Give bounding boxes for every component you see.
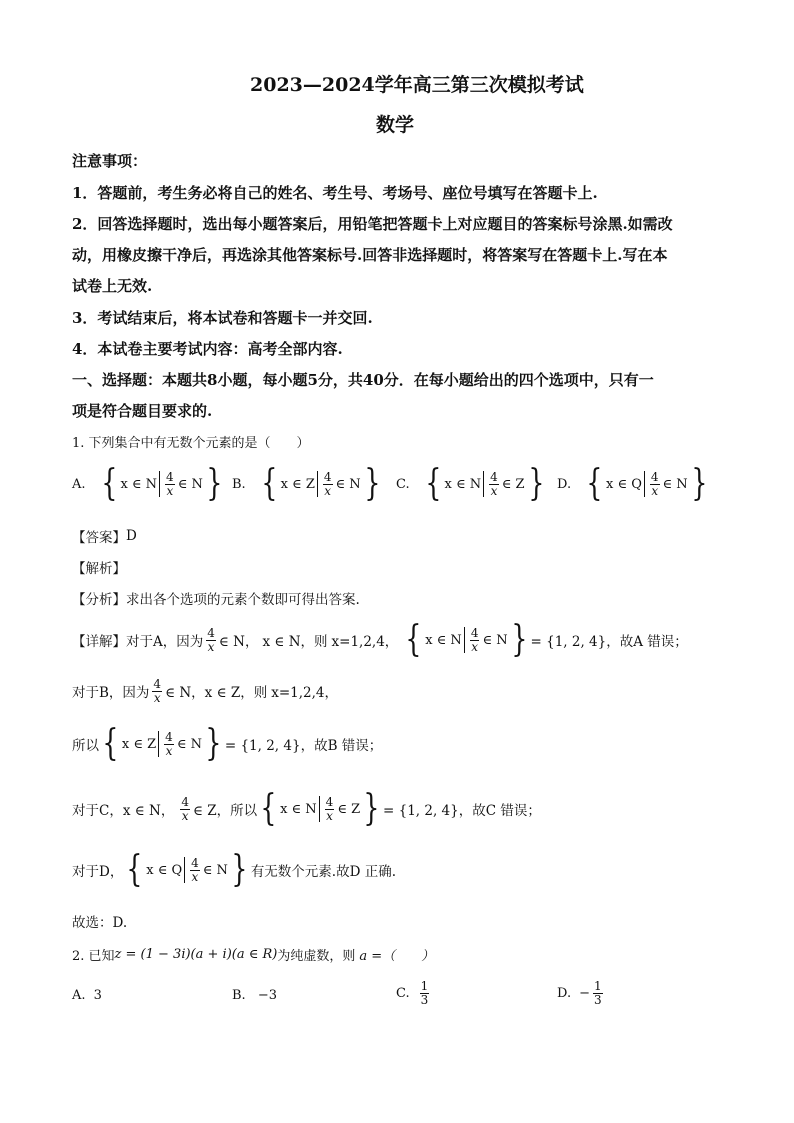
detail-c-result: = {1, 2, 4}，故C 错误； bbox=[383, 803, 541, 819]
question-1-stem: 1. 下列集合中有无数个元素的是（ ） bbox=[72, 436, 310, 451]
set-expression: { x ∈ Z $\frac{4}{x}$ ∈ N } bbox=[261, 463, 381, 504]
option-value: 3 bbox=[93, 988, 102, 1003]
section-heading-line-1: 一、选择题：本题共8小题，每小题5分，共40分．在每小题给出的四个选项中，只有一 bbox=[72, 371, 654, 389]
option-label: B. bbox=[232, 988, 246, 1003]
fraction: $\frac{1}{3}$ bbox=[594, 979, 602, 1007]
set-expression: { x ∈ N $\frac{4}{x}$ ∈ N } bbox=[100, 463, 223, 504]
subject-title: 数学 bbox=[376, 114, 415, 136]
q2-option-d bbox=[557, 980, 606, 1006]
detail-b2-line bbox=[72, 723, 383, 764]
q1-option-c bbox=[396, 463, 547, 504]
set-condition: ∈ N bbox=[177, 476, 203, 492]
note-item-3: 3．考试结束后，将本试卷和答题卡一并交回. bbox=[72, 309, 373, 327]
detail-a-text: 对于A，因为 bbox=[126, 634, 204, 650]
analysis-tag: 【解析】 bbox=[72, 561, 126, 577]
q2-option-b bbox=[232, 988, 277, 1003]
set-expression: { x ∈ N $\frac{4}{x}$ ∈ Z } bbox=[260, 788, 380, 829]
detail-c-text: 对于C，x ∈ N， bbox=[72, 803, 175, 819]
detail-a-result: = {1, 2, 4}，故A 错误； bbox=[530, 634, 688, 650]
detail-a-text-2: x ∈ N，则 bbox=[262, 634, 328, 650]
note-item-2-line-3: 试卷上无效. bbox=[72, 277, 153, 295]
note-item-2-line-1: 2．回答选择题时，选出每小题答案后，用铅笔把答题卡上对应题目的答案标号涂黑.如需改 bbox=[72, 215, 673, 233]
question-2-stem bbox=[72, 945, 434, 964]
exam-title: 2023—2024学年高三第三次模拟考试 bbox=[250, 74, 584, 96]
note-item-4: 4．本试卷主要考试内容：高考全部内容. bbox=[72, 340, 343, 358]
set-expression: { x ∈ N $\frac{4}{x}$ ∈ Z } bbox=[425, 463, 545, 504]
fraction: $\frac{4}{x}$ bbox=[166, 469, 174, 498]
detail-b-values: x=1,2,4， bbox=[271, 685, 339, 702]
answer-value: D bbox=[126, 528, 137, 544]
fraction: $\frac{4}{x}$ bbox=[650, 469, 659, 498]
q2-stem-post: 为纯虚数，则 bbox=[277, 949, 356, 964]
set-condition: ∈ N bbox=[335, 476, 361, 492]
detail-tag: 【详解】 bbox=[72, 634, 126, 650]
section-heading-line-2: 项是符合题目要求的. bbox=[72, 402, 213, 420]
fraction: $\frac{4}{x}$ bbox=[490, 469, 498, 498]
notes-heading: 注意事项： bbox=[72, 152, 148, 170]
q2-option-c bbox=[396, 980, 432, 1006]
detail-d-result: 有无数个元素.故D 正确. bbox=[250, 864, 397, 880]
fenxi-text: 求出各个选项的元素个数即可得出答案. bbox=[126, 592, 360, 608]
option-label: B. bbox=[232, 476, 246, 492]
set-condition: ∈ N bbox=[662, 476, 688, 492]
set-element: x ∈ N bbox=[444, 476, 482, 492]
conclusion: 故选：D. bbox=[72, 915, 128, 931]
fraction: $\frac{4}{x}$ bbox=[181, 794, 189, 823]
detail-b-text: 对于B，因为 bbox=[72, 685, 150, 702]
fenxi-tag: 【分析】 bbox=[72, 592, 126, 608]
set-expression: { x ∈ Q $\frac{4}{x}$ ∈ N } bbox=[586, 463, 708, 504]
q2-variable: a =（ ） bbox=[359, 949, 435, 964]
answer-tag: 【答案】 bbox=[72, 530, 126, 546]
q1-option-a bbox=[72, 463, 226, 504]
option-label: D. bbox=[557, 985, 572, 1001]
q2-option-a bbox=[72, 988, 102, 1003]
option-label: A. bbox=[72, 988, 86, 1003]
detail-d-line bbox=[72, 849, 397, 890]
detail-a-relation: ∈ N， bbox=[218, 634, 259, 650]
detail-c-relation: ∈ Z，所以 bbox=[192, 803, 258, 819]
detail-b2-text: 所以 bbox=[72, 738, 99, 754]
set-expression: { x ∈ Z $\frac{4}{x}$ ∈ N } bbox=[102, 723, 222, 764]
set-element: x ∈ Q bbox=[606, 476, 642, 492]
answer-line bbox=[72, 526, 137, 546]
set-element: x ∈ N bbox=[120, 476, 158, 492]
fenxi-line bbox=[72, 588, 360, 608]
fraction: $\frac{1}{3}$ bbox=[420, 979, 429, 1007]
note-item-1: 1．答题前，考生务必将自己的姓名、考生号、考场号、座位号填写在答题卡上. bbox=[72, 184, 598, 202]
detail-c-line bbox=[72, 788, 541, 829]
option-sign: − bbox=[579, 985, 590, 1001]
option-label: A. bbox=[72, 476, 86, 492]
fraction: $\frac{4}{x}$ bbox=[207, 625, 215, 654]
detail-a-values: x=1,2,4， bbox=[331, 634, 399, 650]
set-expression: { x ∈ N $\frac{4}{x}$ ∈ N } bbox=[405, 619, 528, 660]
detail-b2-result: = {1, 2, 4}，故B 错误； bbox=[224, 738, 383, 754]
q1-option-d bbox=[557, 463, 711, 504]
q2-expression: z = (1 − 3i)(a + i)(a ∈ R) bbox=[114, 947, 278, 962]
option-label: C. bbox=[396, 476, 410, 492]
fraction: $\frac{4}{x}$ bbox=[323, 469, 332, 498]
option-label: C. bbox=[396, 985, 410, 1001]
detail-b-line bbox=[72, 678, 338, 704]
option-label: D. bbox=[557, 476, 572, 492]
set-expression: { x ∈ Q $\frac{4}{x}$ ∈ N } bbox=[126, 849, 248, 890]
option-value: −3 bbox=[257, 988, 277, 1003]
detail-b-relation: ∈ N，x ∈ Z，则 bbox=[165, 685, 268, 702]
set-condition: ∈ Z bbox=[501, 476, 525, 492]
q2-stem-pre: 2. 已知 bbox=[72, 949, 115, 964]
detail-d-text: 对于D， bbox=[72, 864, 124, 880]
q1-option-b bbox=[232, 463, 384, 504]
fraction: $\frac{4}{x}$ bbox=[153, 677, 162, 705]
note-item-2-line-2: 动，用橡皮擦干净后，再选涂其他答案标号.回答非选择题时，将答案写在答题卡上.写在本 bbox=[72, 246, 668, 264]
detail-a-line bbox=[72, 619, 688, 660]
set-element: x ∈ Z bbox=[280, 476, 315, 492]
